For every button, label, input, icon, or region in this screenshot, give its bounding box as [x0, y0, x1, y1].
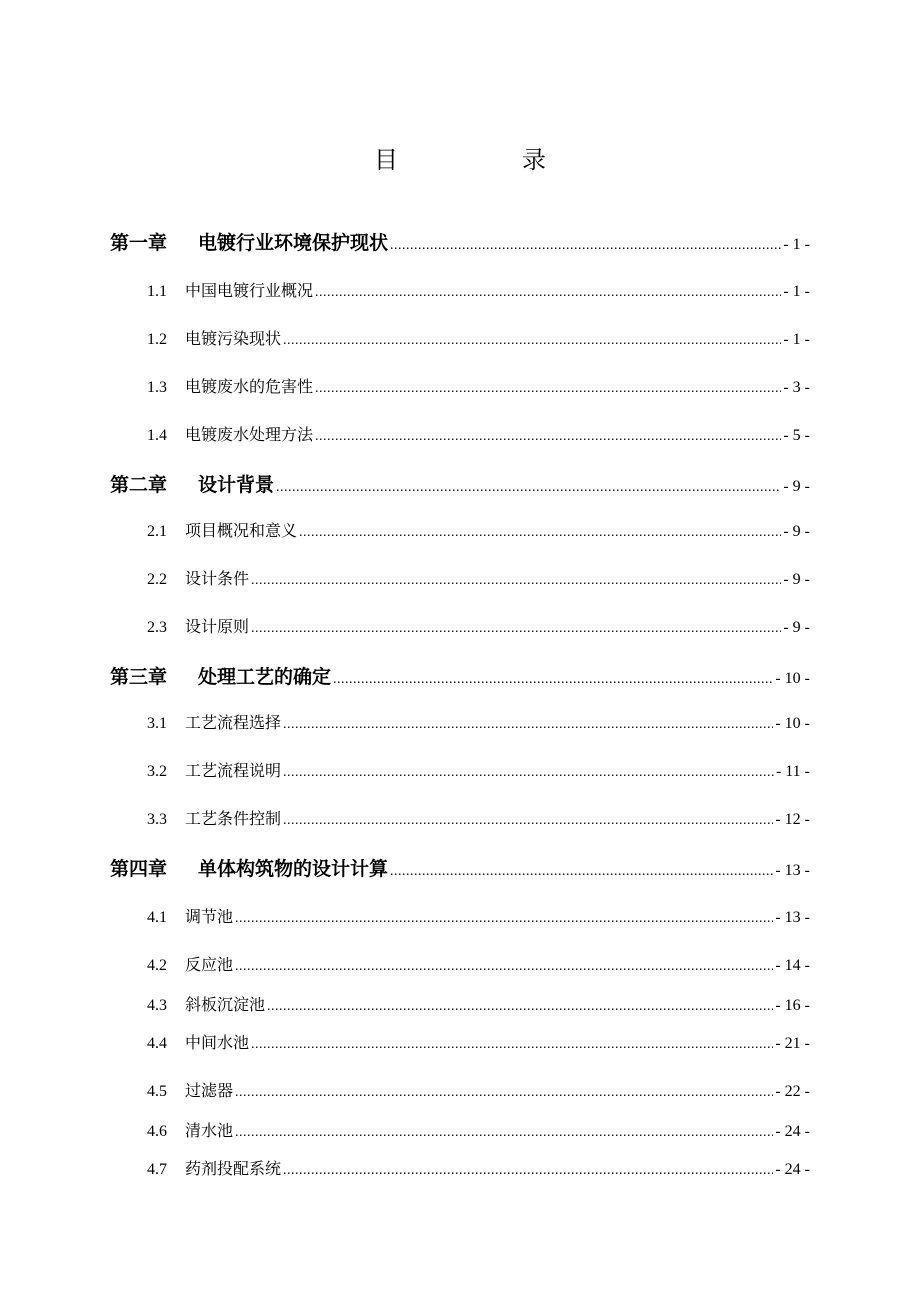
- toc-entry-number: 4.1: [147, 909, 167, 926]
- toc-page-number: - 1 -: [783, 283, 810, 300]
- toc-entry-number: 4.5: [147, 1083, 167, 1100]
- toc-dot-leader: [235, 1125, 773, 1141]
- toc-chapter-entry[interactable]: [110, 228, 810, 255]
- toc-entry-label: 中国电镀行业概况: [185, 281, 314, 300]
- toc-page-number: - 24 -: [775, 1161, 810, 1178]
- toc-page-number: - 9 -: [783, 619, 810, 636]
- toc-page-number: - 9 -: [783, 571, 810, 588]
- toc-entry-label: 处理工艺的确定: [198, 666, 332, 688]
- toc-page-number: - 9 -: [783, 478, 810, 495]
- toc-entry-number: 第二章: [110, 474, 168, 496]
- toc-entry-number: 2.1: [147, 523, 167, 540]
- toc-dot-leader: [251, 1037, 773, 1053]
- toc-page-number: - 10 -: [775, 670, 810, 687]
- toc-section-entry[interactable]: [147, 992, 810, 1015]
- toc-page-number: - 12 -: [775, 811, 810, 828]
- toc-dot-leader: [251, 573, 781, 589]
- toc-page-number: - 10 -: [775, 715, 810, 732]
- toc-dot-leader: [315, 381, 781, 397]
- toc-entry-label: 设计背景: [198, 474, 275, 496]
- toc-dot-leader: [283, 333, 781, 349]
- toc-dot-leader: [283, 717, 773, 733]
- toc-dot-leader: [283, 1163, 773, 1179]
- toc-page-number: - 5 -: [783, 427, 810, 444]
- toc-page-number: - 9 -: [783, 523, 810, 540]
- toc-dot-leader: [251, 621, 781, 637]
- toc-page-number: - 16 -: [775, 997, 810, 1014]
- toc-entry-number: 4.2: [147, 957, 167, 974]
- toc-dot-leader: [315, 429, 781, 445]
- toc-entry-number: 1.2: [147, 331, 167, 348]
- toc-dot-leader: [390, 238, 781, 254]
- toc-dot-leader: [235, 911, 773, 927]
- toc-entry-label: 斜板沉淀池: [185, 995, 266, 1014]
- toc-chapter-entry[interactable]: [110, 662, 810, 689]
- toc-dot-leader: [299, 525, 781, 541]
- toc-entry-number: 3.1: [147, 715, 167, 732]
- toc-section-entry[interactable]: [147, 1078, 810, 1101]
- toc-page-number: - 1 -: [783, 236, 810, 253]
- toc-dot-leader: [333, 672, 773, 688]
- page-title: 目 录: [374, 146, 596, 174]
- toc-page-number: - 1 -: [783, 331, 810, 348]
- toc-chapter-entry[interactable]: [110, 854, 810, 881]
- toc-entry-number: 第三章: [110, 666, 168, 688]
- toc-entry-number: 4.7: [147, 1161, 167, 1178]
- toc-page-number: - 11 -: [775, 763, 810, 780]
- toc-section-entry[interactable]: [147, 518, 810, 541]
- toc-entry-number: 4.3: [147, 997, 167, 1014]
- toc-entry-number: 1.1: [147, 283, 167, 300]
- toc-entry-label: 工艺条件控制: [185, 809, 282, 828]
- toc-entry-label: 电镀废水处理方法: [185, 425, 314, 444]
- toc-entry-label: 过滤器: [185, 1081, 234, 1100]
- toc-dot-leader: [235, 959, 773, 975]
- toc-page-number: - 13 -: [775, 862, 810, 879]
- toc-section-entry[interactable]: [147, 566, 810, 589]
- toc-section-entry[interactable]: [147, 422, 810, 445]
- toc-entry-number: 第一章: [110, 232, 168, 254]
- toc-dot-leader: [267, 999, 773, 1015]
- toc-section-entry[interactable]: [147, 374, 810, 397]
- toc-entry-label: 电镀行业环境保护现状: [198, 232, 389, 254]
- toc-page-number: - 14 -: [775, 957, 810, 974]
- toc-entry-label: 工艺流程说明: [185, 761, 282, 780]
- toc-chapter-entry[interactable]: [110, 470, 810, 497]
- toc-section-entry[interactable]: [147, 326, 810, 349]
- toc-dot-leader: [235, 1085, 773, 1101]
- toc-entry-label: 清水池: [185, 1121, 234, 1140]
- toc-section-entry[interactable]: [147, 278, 810, 301]
- toc-entry-number: 4.4: [147, 1035, 167, 1052]
- toc-entry-label: 调节池: [185, 907, 234, 926]
- toc-section-entry[interactable]: [147, 710, 810, 733]
- toc-entry-label: 中间水池: [185, 1033, 250, 1052]
- toc-entry-label: 反应池: [185, 955, 234, 974]
- toc-section-entry[interactable]: [147, 1156, 810, 1179]
- toc-page-number: - 24 -: [775, 1123, 810, 1140]
- toc-entry-number: 3.3: [147, 811, 167, 828]
- toc-dot-leader: [283, 765, 774, 781]
- toc-entry-label: 工艺流程选择: [185, 713, 282, 732]
- toc-section-entry[interactable]: [147, 1030, 810, 1053]
- toc-entry-number: 1.4: [147, 427, 167, 444]
- toc-dot-leader: [276, 480, 781, 496]
- toc-page-number: - 13 -: [775, 909, 810, 926]
- toc-entry-number: 2.2: [147, 571, 167, 588]
- toc-dot-leader: [390, 864, 773, 880]
- toc-page-number: - 21 -: [775, 1035, 810, 1052]
- toc-section-entry[interactable]: [147, 806, 810, 829]
- toc-section-entry[interactable]: [147, 614, 810, 637]
- toc-dot-leader: [315, 285, 781, 301]
- toc-entry-number: 1.3: [147, 379, 167, 396]
- toc-entry-number: 4.6: [147, 1123, 167, 1140]
- toc-entry-number: 第四章: [110, 858, 168, 880]
- toc-entry-label: 单体构筑物的设计计算: [198, 858, 389, 880]
- toc-page-number: - 3 -: [783, 379, 810, 396]
- toc-section-entry[interactable]: [147, 952, 810, 975]
- toc-entry-number: 2.3: [147, 619, 167, 636]
- toc-entry-label: 项目概况和意义: [185, 521, 298, 540]
- toc-entry-label: 设计条件: [185, 569, 250, 588]
- toc-page-number: - 22 -: [775, 1083, 810, 1100]
- toc-entry-label: 设计原则: [185, 617, 250, 636]
- toc-dot-leader: [283, 813, 773, 829]
- toc-section-entry[interactable]: [147, 904, 810, 927]
- toc-entry-label: 电镀废水的危害性: [185, 377, 314, 396]
- toc-section-entry[interactable]: [147, 758, 810, 781]
- toc-section-entry[interactable]: [147, 1118, 810, 1141]
- toc-entry-label: 药剂投配系统: [185, 1159, 282, 1178]
- toc-entry-number: 3.2: [147, 763, 167, 780]
- toc-entry-label: 电镀污染现状: [185, 329, 282, 348]
